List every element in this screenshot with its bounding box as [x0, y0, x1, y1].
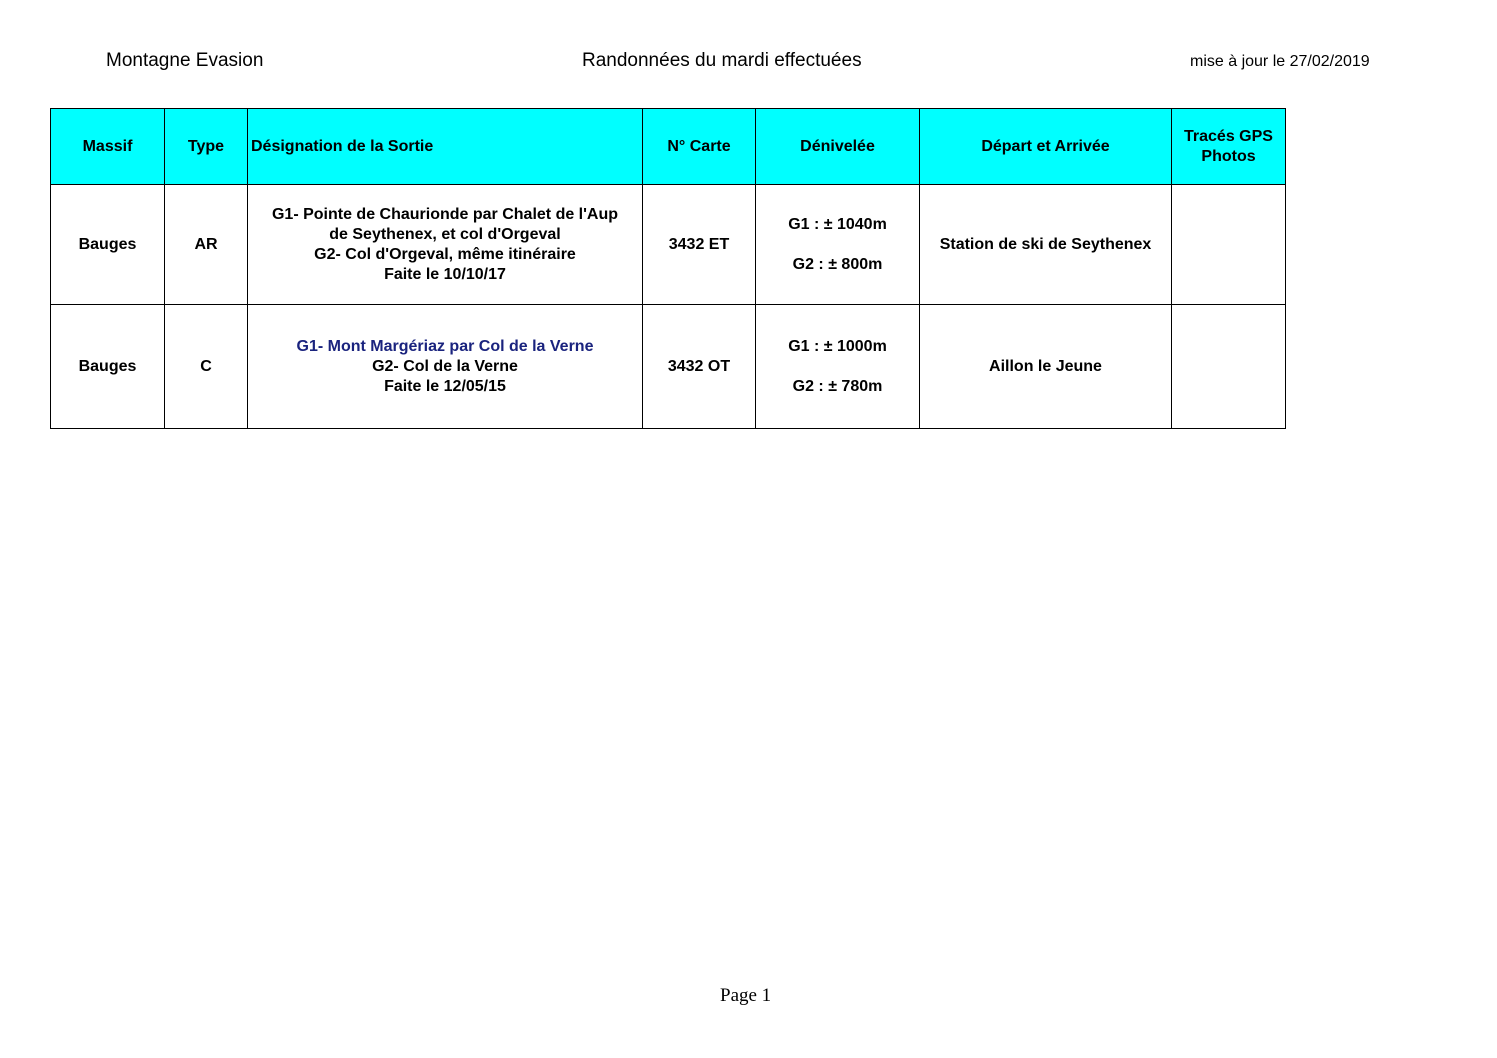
cell-designation [248, 185, 643, 305]
cell-carte: 3432 ET [643, 185, 756, 305]
document-title: Randonnées du mardi effectuées [582, 50, 862, 71]
denivelee-g1: G1 : ± 1040m [788, 215, 887, 233]
designation-line: Faite le 12/05/15 [384, 377, 506, 395]
page-number: Page 1 [720, 985, 772, 1006]
col-designation: Désignation de la Sortie [248, 109, 643, 185]
cell-gps [1172, 185, 1286, 305]
designation-line: de Seythenex, et col d'Orgeval [329, 225, 561, 243]
designation-line: G1- Pointe de Chaurionde par Chalet de l'Aup [271, 205, 619, 223]
cell-massif: Bauges [51, 185, 165, 305]
table-row [51, 185, 1286, 305]
hikes-table [50, 108, 1286, 429]
cell-designation [248, 305, 643, 429]
designation-line: G2- Col de la Verne [372, 357, 518, 375]
cell-gps [1172, 305, 1286, 429]
cell-massif: Bauges [51, 305, 165, 429]
col-denivelee: Dénivelée [756, 109, 920, 185]
designation-line: G2- Col d'Orgeval, même itinéraire [314, 245, 576, 263]
cell-denivelee [756, 185, 920, 305]
cell-depart: Aillon le Jeune [920, 305, 1172, 429]
col-massif: Massif [51, 109, 165, 185]
col-gps: Tracés GPS Photos [1172, 109, 1286, 185]
denivelee-g2: G2 : ± 780m [792, 377, 883, 395]
col-depart: Départ et Arrivée [920, 109, 1172, 185]
cell-type: AR [165, 185, 248, 305]
designation-line: Faite le 10/10/17 [384, 265, 506, 283]
cell-depart: Station de ski de Seythenex [920, 185, 1172, 305]
denivelee-g1: G1 : ± 1000m [788, 337, 887, 355]
cell-denivelee [756, 305, 920, 429]
designation-link[interactable]: G1- Mont Margériaz par Col de la Verne [296, 337, 594, 355]
col-carte: N° Carte [643, 109, 756, 185]
update-date: mise à jour le 27/02/2019 [1190, 53, 1370, 70]
col-type: Type [165, 109, 248, 185]
table-header-row [51, 109, 1286, 185]
denivelee-g2: G2 : ± 800m [792, 255, 883, 273]
cell-carte: 3432 OT [643, 305, 756, 429]
cell-type: C [165, 305, 248, 429]
organization-name: Montagne Evasion [106, 50, 264, 71]
table-row [51, 305, 1286, 429]
